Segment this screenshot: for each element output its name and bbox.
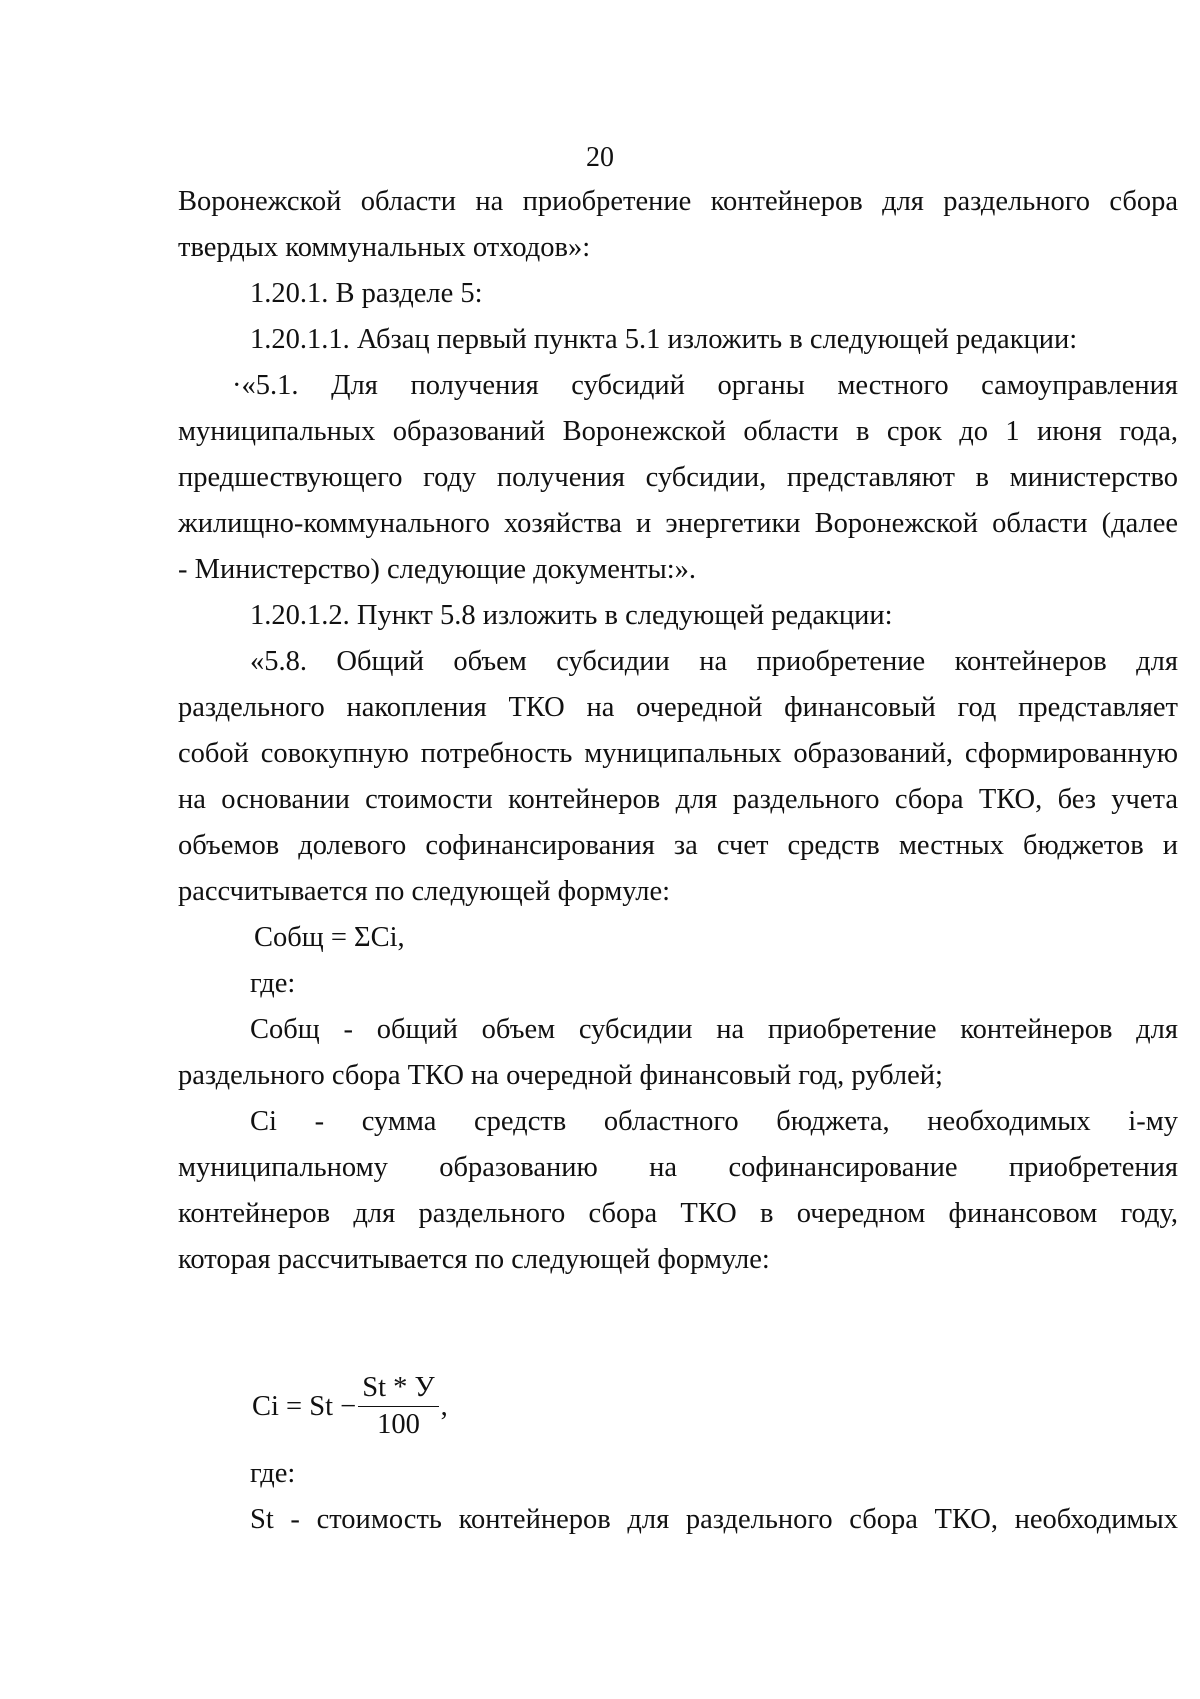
text-line: твердых коммунальных отходов»:	[178, 232, 591, 263]
text-line: раздельного сбора ТКО на очередной финансовый год, рублей;	[178, 1060, 943, 1091]
text-line: которая рассчитывается по следующей формуле:	[178, 1244, 770, 1275]
text-line: муниципальных образований Воронежской области в срок до 1 июня года,	[178, 416, 1178, 447]
text-line: на основании стоимости контейнеров для раздельного сбора ТКО, без учета	[178, 784, 1178, 815]
text-line: - Министерство) следующие документы:».	[178, 554, 697, 585]
text-line: муниципальному образованию на софинансирование приобретения	[178, 1152, 1178, 1183]
text-line: предшествующего году получения субсидии, представляют в министерство	[178, 462, 1178, 493]
text-line: жилищно-коммунального хозяйства и энергетики Воронежской области (далее	[178, 508, 1178, 539]
page-number: 20	[586, 142, 614, 173]
text-line: 1.20.1.1. Абзац первый пункта 5.1 изложить в следующей редакции:	[250, 324, 1078, 355]
formula-numerator: St * У	[362, 1372, 435, 1403]
formula-denominator: 100	[377, 1409, 420, 1440]
formula-ci	[252, 1372, 448, 1441]
text-line: раздельного накопления ТКО на очередной финансовый год представляет	[178, 692, 1178, 723]
text-line: где:	[250, 1458, 296, 1489]
text-line: собой совокупную потребность муниципальных образований, сформированную	[178, 738, 1178, 769]
text-line: Собщ - общий объем субсидии на приобретение контейнеров для	[250, 1014, 1178, 1045]
formula-sum: Собщ = ΣCi,	[254, 922, 405, 953]
text-line: Воронежской области на приобретение контейнеров для раздельного сбора	[178, 186, 1178, 217]
text-line: «5.8. Общий объем субсидии на приобретение контейнеров для	[250, 646, 1178, 677]
text-line: ·«5.1. Для получения субсидий органы местного самоуправления	[232, 370, 1178, 401]
text-line: рассчитывается по следующей формуле:	[178, 876, 671, 907]
text-line: объемов долевого софинансирования за счет средств местных бюджетов и	[178, 830, 1178, 861]
formula-lhs: Ci = St −	[252, 1390, 357, 1422]
text-line: где:	[250, 968, 296, 999]
text-line: контейнеров для раздельного сбора ТКО в очередном финансовом году,	[178, 1198, 1178, 1229]
text-line: St - стоимость контейнеров для раздельного сбора ТКО, необходимых	[250, 1504, 1178, 1535]
formula-fraction	[358, 1372, 438, 1441]
formula-tail: ,	[440, 1390, 448, 1422]
text-line: 1.20.1. В разделе 5:	[250, 278, 483, 309]
text-line: Ci - сумма средств областного бюджета, необходимых i-му	[250, 1106, 1178, 1137]
text-line: 1.20.1.2. Пункт 5.8 изложить в следующей редакции:	[250, 600, 893, 631]
